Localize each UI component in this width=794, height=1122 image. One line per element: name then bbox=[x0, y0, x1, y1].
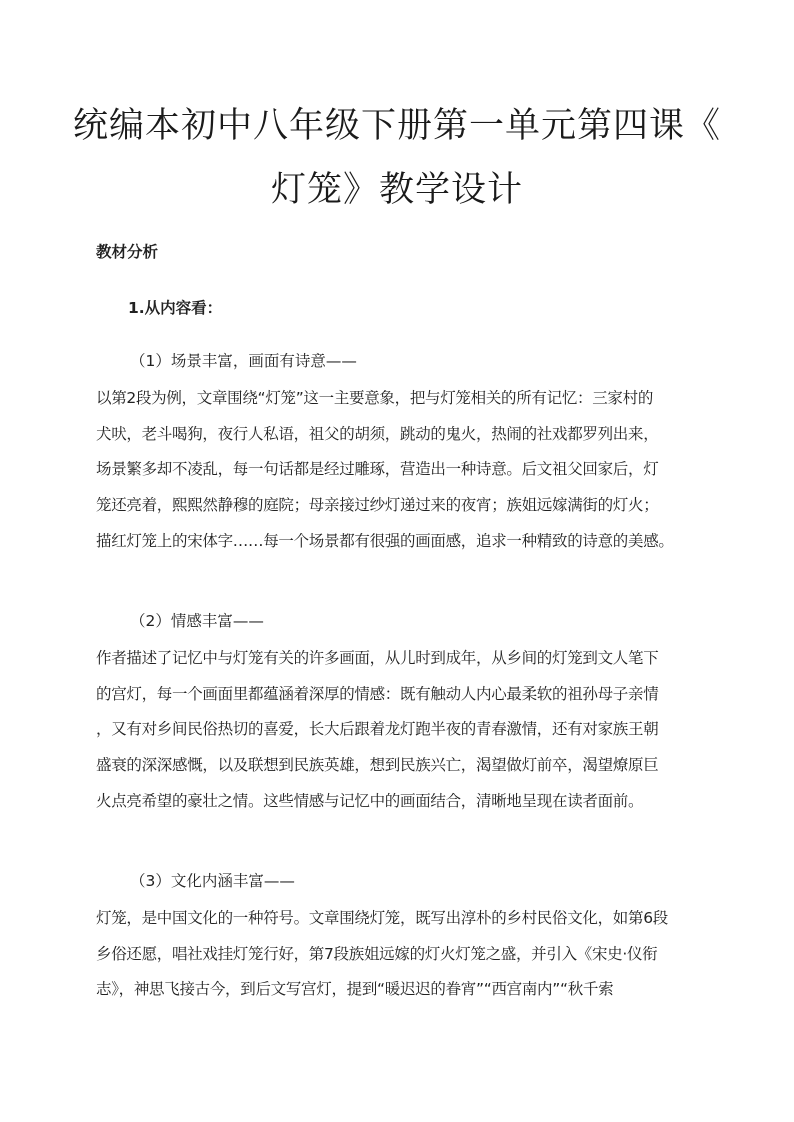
section-3-label: （3）文化内涵丰富—— bbox=[130, 872, 295, 890]
paragraph-line: 笼还亮着，熙熙然静穆的庭院；母亲接过纱灯递过来的夜宵；族姐远嫁满街的灯火； bbox=[96, 496, 659, 515]
paragraph-line: 犬吠，老斗喝狗，夜行人私语，祖父的胡须，跳动的鬼火，热闹的社戏都罗列出来， bbox=[96, 424, 659, 443]
paragraph-line: ，又有对乡间民俗热切的喜爱，长大后跟着龙灯跑半夜的青春激情，还有对家族王朝 bbox=[96, 720, 659, 739]
subheading: 1.从内容看： bbox=[128, 299, 223, 317]
document-title-line-1: 统编本初中八年级下册第一单元第四课《 bbox=[72, 106, 721, 146]
paragraph-line: 场景繁多却不凌乱，每一句话都是经过雕琢，营造出一种诗意。后文祖父回家后，灯 bbox=[96, 460, 659, 479]
paragraph-line: 乡俗还愿，唱社戏挂灯笼行好，第7段族姐远嫁的灯火灯笼之盛，并引入《宋史·仪衔 bbox=[96, 944, 658, 963]
paragraph-line: 的宫灯，每一个画面里都蕴涵着深厚的情感：既有触动人内心最柔软的祖孙母子亲情 bbox=[96, 684, 659, 703]
section-2-paragraph bbox=[96, 641, 700, 819]
section-2-label: （2）情感丰富—— bbox=[130, 612, 264, 630]
paragraph-line: 描红灯笼上的宋体字……每一个场景都有很强的画面感，追求一种精致的诗意的美感。 bbox=[96, 531, 674, 550]
paragraph-line: 火点亮希望的豪壮之情。这些情感与记忆中的画面结合，清晰地呈现在读者面前。 bbox=[96, 791, 644, 810]
section-3-paragraph bbox=[96, 901, 700, 1008]
section-1-paragraph bbox=[96, 381, 700, 559]
paragraph-line: 志》，神思飞接古今，到后文写宫灯，提到“暖迟迟的眷宵”“西宫南内”“秋千索 bbox=[96, 980, 614, 999]
section-1-label: （1）场景丰富，画面有诗意—— bbox=[130, 352, 357, 370]
paragraph-line: 灯笼，是中国文化的一种符号。文章围绕灯笼，既写出淳朴的乡村民俗文化，如第6段 bbox=[96, 909, 668, 927]
document-title-line-2: 灯笼》教学设计 bbox=[270, 170, 523, 210]
section-heading: 教材分析 bbox=[96, 243, 159, 261]
paragraph-line: 作者描述了记忆中与灯笼有关的许多画面，从儿时到成年，从乡间的灯笼到文人笔下 bbox=[96, 649, 659, 667]
paragraph-line: 以第2段为例，文章围绕“灯笼”这一主要意象，把与灯笼相关的所有记忆：三家村的 bbox=[96, 389, 654, 407]
paragraph-line: 盛衰的深深感慨，以及联想到民族英雄，想到民族兴亡，渴望做灯前卒，渴望燎原巨 bbox=[96, 756, 659, 775]
